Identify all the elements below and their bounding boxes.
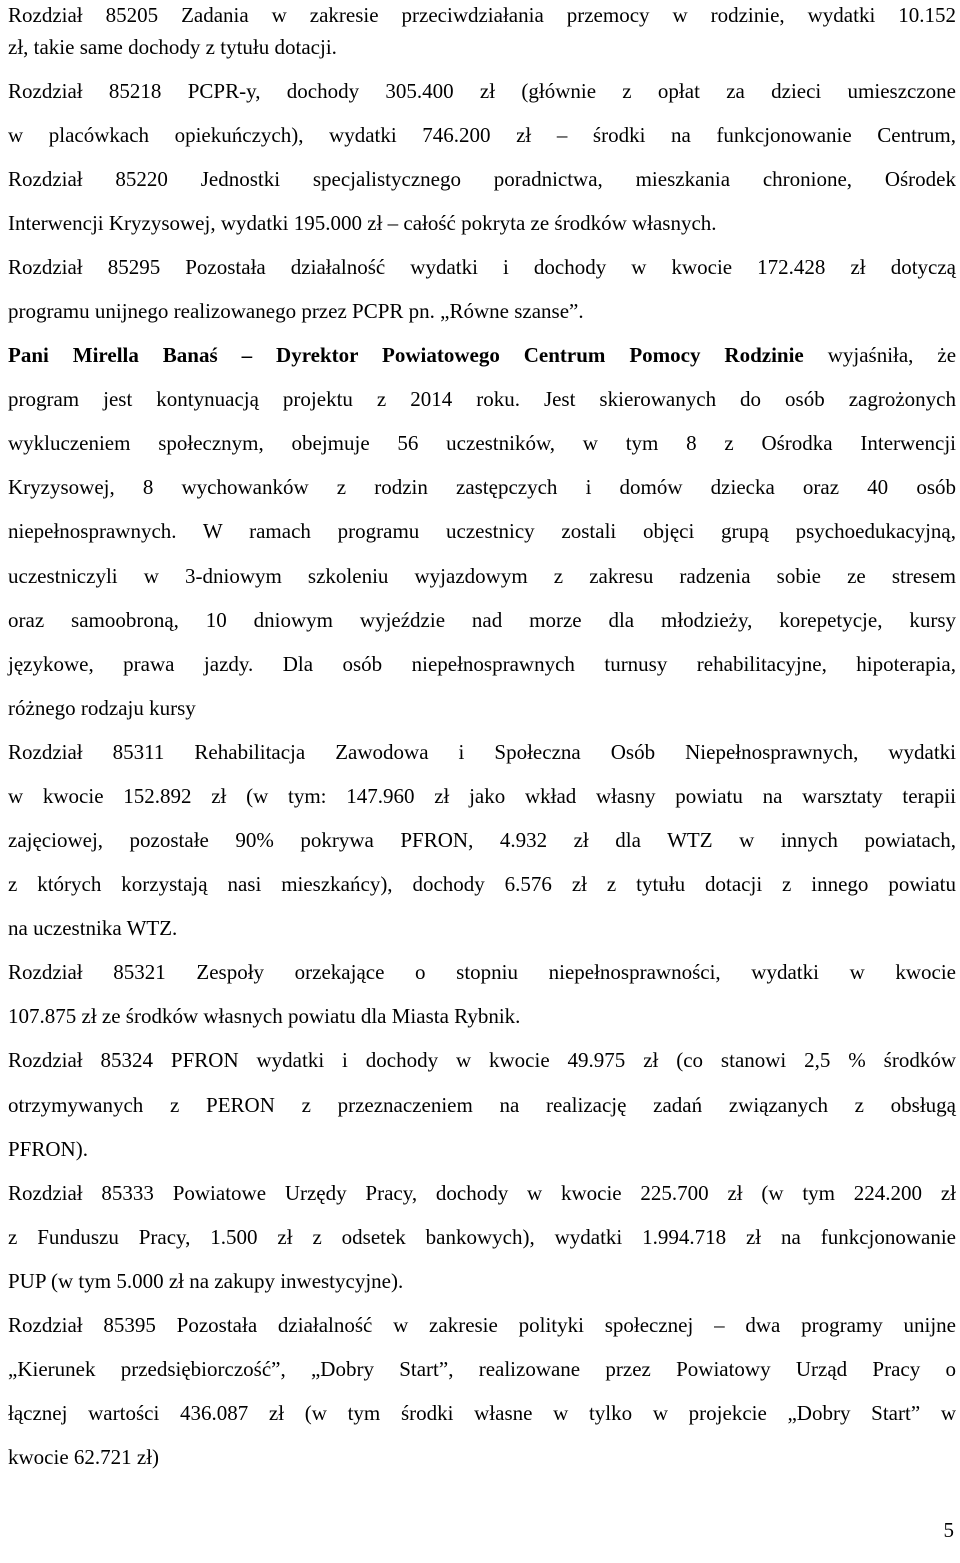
text-line: Rozdział 85295 Pozostała działalność wydatki i dochody w kwocie 172.428 zł dotyczą: [8, 255, 956, 279]
director-name: Pani Mirella Banaś – Dyrektor Powiatowego Centrum Pomocy Rodzinie: [8, 343, 804, 367]
text-line: językowe, prawa jazdy. Dla osób niepełnosprawnych turnusy rehabilitacyjne, hipoterapia,: [8, 652, 956, 676]
text-line: Rozdział 85321 Zespoły orzekające o stopniu niepełnosprawności, wydatki w kwocie: [8, 960, 956, 984]
text-line: program jest kontynuacją projektu z 2014 roku. Jest skierowanych do osób zagrożonych: [8, 387, 956, 411]
text-line: niepełnosprawnych. W ramach programu uczestnicy zostali objęci grupą psychoedukacyjną,: [8, 519, 956, 543]
page-number: 5: [943, 1518, 954, 1542]
text-line: Rozdział 85324 PFRON wydatki i dochody w kwocie 49.975 zł (co stanowi 2,5 % środków: [8, 1048, 956, 1072]
text-line: Rozdział 85333 Powiatowe Urzędy Pracy, dochody w kwocie 225.700 zł (w tym 224.200 zł: [8, 1181, 956, 1205]
text-line: Rozdział 85395 Pozostała działalność w zakresie polityki społecznej – dwa programy unijne: [8, 1313, 956, 1337]
text-line: na uczestnika WTZ.: [8, 916, 178, 940]
text-line: kwocie 62.721 zł): [8, 1445, 160, 1469]
text-line: programu unijnego realizowanego przez PCPR pn. „Równe szanse”.: [8, 299, 584, 323]
text-line: Rozdział 85220 Jednostki specjalistycznego poradnictwa, mieszkania chronione, Ośrodek: [8, 167, 956, 191]
text-span: wyjaśniła, że: [803, 343, 957, 367]
text-line: z których korzystają nasi mieszkańcy), dochody 6.576 zł z tytułu dotacji z innego powiatu: [8, 872, 956, 896]
text-line: PFRON).: [8, 1137, 88, 1161]
text-line: różnego rodzaju kursy: [8, 696, 196, 720]
text-line: „Kierunek przedsiębiorczość”, „Dobry Start”, realizowane przez Powiatowy Urząd Pracy o: [8, 1357, 956, 1381]
text-line: zł, takie same dochody z tytułu dotacji.: [8, 35, 337, 59]
text-line: z Funduszu Pracy, 1.500 zł z odsetek bankowych), wydatki 1.994.718 zł na funkcjonowanie: [8, 1225, 956, 1249]
text-line: oraz samoobroną, 10 dniowym wyjeździe nad morze dla młodzieży, korepetycje, kursy: [8, 608, 956, 632]
text-line: zajęciowej, pozostałe 90% pokrywa PFRON, 4.932 zł dla WTZ w innych powiatach,: [8, 828, 956, 852]
text-line: w placówkach opiekuńczych), wydatki 746.200 zł – środki na funkcjonowanie Centrum,: [8, 123, 956, 147]
text-line: w kwocie 152.892 zł (w tym: 147.960 zł jako wkład własny powiatu na warsztaty terapii: [8, 784, 956, 808]
text-line: Rozdział 85218 PCPR-y, dochody 305.400 zł (głównie z opłat za dzieci umieszczone: [8, 79, 956, 103]
text-line-with-bold-name: [8, 340, 956, 370]
text-line: PUP (w tym 5.000 zł na zakupy inwestycyjne).: [8, 1269, 404, 1293]
text-line: Rozdział 85311 Rehabilitacja Zawodowa i Społeczna Osób Niepełnosprawnych, wydatki: [8, 740, 956, 764]
text-line: otrzymywanych z PERON z przeznaczeniem na realizację zadań związanych z obsługą: [8, 1093, 956, 1117]
text-line: łącznej wartości 436.087 zł (w tym środki własne w tylko w projekcie „Dobry Start” w: [8, 1401, 956, 1425]
text-line: wykluczeniem społecznym, obejmuje 56 uczestników, w tym 8 z Ośrodka Interwencji: [8, 431, 956, 455]
text-line: Rozdział 85205 Zadania w zakresie przeciwdziałania przemocy w rodzinie, wydatki 10.152: [8, 3, 956, 27]
text-line: Kryzysowej, 8 wychowanków z rodzin zastępczych i domów dziecka oraz 40 osób: [8, 475, 956, 499]
text-line: uczestniczyli w 3-dniowym szkoleniu wyjazdowym z zakresu radzenia sobie ze stresem: [8, 564, 956, 588]
text-line: 107.875 zł ze środków własnych powiatu dla Miasta Rybnik.: [8, 1004, 521, 1028]
text-line: Interwencji Kryzysowej, wydatki 195.000 zł – całość pokryta ze środków własnych.: [8, 211, 717, 235]
